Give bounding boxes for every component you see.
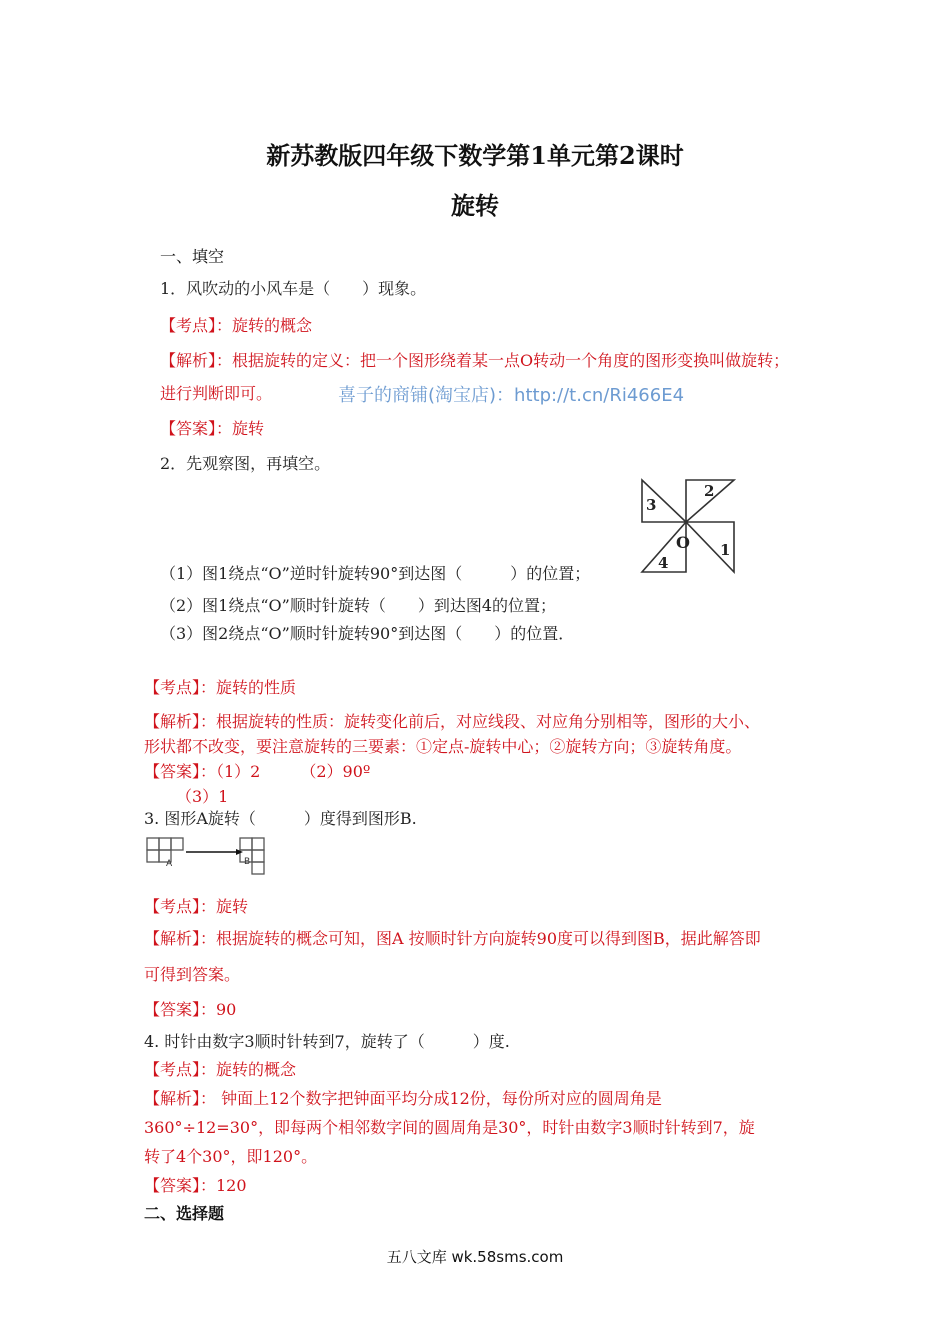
- shape-b-cell: [252, 862, 264, 874]
- watermark-text: 喜子的商铺(淘宝店)：http://t.cn/Ri466E4: [338, 385, 685, 406]
- q3-question: 3. 图形A旋转（ ）度得到图形B.: [144, 809, 417, 828]
- pinwheel-figure: [630, 472, 750, 582]
- shape-b-cell: [252, 838, 264, 850]
- q2-sub3: （3）图2绕点“O”顺时针旋转90°到达图（ ）的位置．: [160, 624, 575, 643]
- shape-a-cell: [171, 838, 183, 850]
- shape-a-cell: [147, 850, 159, 862]
- page-subtitle: 旋转: [451, 191, 499, 220]
- pinwheel-label-2: 2: [704, 482, 715, 500]
- shape-a-label: A: [166, 859, 173, 869]
- q4-jiexi-line1: 【解析】： 钟面上12个数字把钟面平均分成12份，每份所对应的圆周角是: [144, 1089, 662, 1108]
- q3-daan: 【答案】：90: [144, 1000, 237, 1019]
- q2-sub1: （1）图1绕点“O”逆时针旋转90°到达图（ ）的位置；: [160, 564, 591, 583]
- shape-a-cell: [159, 838, 171, 850]
- pinwheel-label-4: 4: [658, 554, 669, 572]
- shape-b-cell: [240, 838, 252, 850]
- footer-site: 五八文库 wk.58sms.com: [386, 1248, 564, 1266]
- section-heading-choice: 二、选择题: [144, 1204, 225, 1223]
- shape-a-cell: [147, 838, 159, 850]
- q3-kaodian: 【考点】：旋转: [144, 897, 249, 916]
- shape-a-to-b-figure: [144, 834, 274, 886]
- q2-kaodian: 【考点】：旋转的性质: [144, 678, 297, 697]
- q4-jiexi-line2: 360°÷12=30°，即每两个相邻数字间的圆周角是30°，时针由数字3顺时针转到7，旋: [144, 1118, 755, 1137]
- page-title: 新苏教版四年级下数学第1单元第2课时: [266, 141, 684, 170]
- q3-jiexi-line2: 可得到答案。: [144, 965, 241, 984]
- section-heading-fill-blank: 一、填空: [160, 247, 225, 266]
- q1-jiexi-line2: 进行判断即可。: [160, 384, 273, 403]
- q1-question: 1．风吹动的小风车是（ ）现象。: [160, 279, 427, 298]
- shape-b-cell: [252, 850, 264, 862]
- q2-jiexi-line2: 形状都不改变，要注意旋转的三要素：①定点-旋转中心；②旋转方向；③旋转角度。: [144, 737, 742, 756]
- q1-daan: 【答案】：旋转: [160, 419, 265, 438]
- q4-kaodian: 【考点】：旋转的概念: [144, 1060, 297, 1079]
- pinwheel-label-o: O: [676, 533, 690, 552]
- pinwheel-label-3: 3: [646, 496, 657, 514]
- q1-kaodian: 【考点】：旋转的概念: [160, 316, 313, 335]
- q4-jiexi-line3: 转了4个30°，即120°。: [144, 1147, 318, 1166]
- pinwheel-label-1: 1: [720, 541, 731, 559]
- q2-daan-line1: 【答案】：（1）2 （2）90º: [144, 762, 371, 781]
- q2-daan-line2: （3）1: [176, 787, 229, 806]
- q4-daan: 【答案】：120: [144, 1176, 247, 1195]
- q1-jiexi-line1: 【解析】：根据旋转的定义：把一个图形绕着某一点O转动一个角度的图形变换叫做旋转；: [160, 351, 790, 370]
- q4-question: 4. 时针由数字3顺时针转到7，旋转了（ ）度.: [144, 1032, 510, 1051]
- q2-jiexi-line1: 【解析】：根据旋转的性质：旋转变化前后，对应线段、对应角分别相等，图形的大小、: [144, 712, 761, 731]
- shape-b-label: B: [244, 857, 251, 867]
- q2-question: 2．先观察图，再填空。: [160, 454, 331, 473]
- q2-sub2: （2）图1绕点“O”顺时针旋转（ ）到达图4的位置；: [160, 596, 557, 615]
- q3-jiexi-line1: 【解析】：根据旋转的概念可知，图A 按顺时针方向旋转90度可以得到图B，据此解答即: [144, 929, 761, 948]
